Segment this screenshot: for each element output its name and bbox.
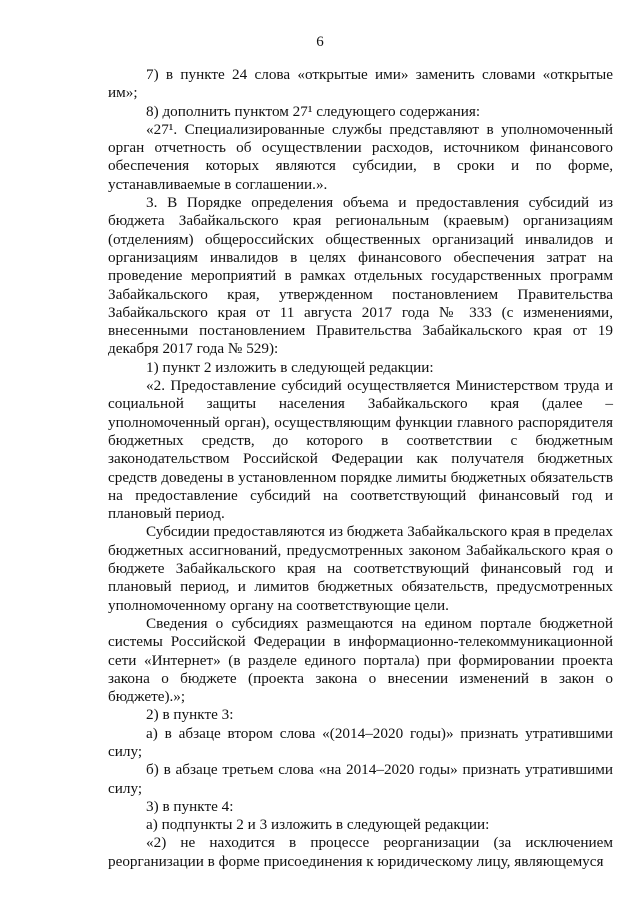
paragraph-section-3: 3. В Порядке определения объема и предоставления субсидий из бюджета Забайкальского края региональным (краевым) организациям (отделениям) общероссийских общественных организаций инвалидов и организациям инвалидов в целях финансового обеспечения затрат на проведение мероприятий в рамках отдельных государственных программ Забайкальского края, утвержденном постановлением Правительства Забайкальского края от 11 августа 2017 года № 333 (с изменениями, внесенными постановлением Правительства Забайкальского края от 19 декабря 2017 года № 529):: [108, 194, 613, 358]
paragraph-subsidies-info: Сведения о субсидиях размещаются на едином портале бюджетной системы Российской Федерации в информационно-телекоммуникационной сети «Интернет» (в разделе единого портала) при формировании проекта закона о бюджете (проекта закона о внесении изменений в закон о бюджете).»;: [108, 614, 613, 706]
paragraph-clause-2: «2. Предоставление субсидий осуществляется Министерством труда и социальной защиты населения Забайкальского края (далее – уполномоченный орган), осуществляющим функции главного распорядителя бюджетных средств, до которого в соответствии с бюджетным законодательством Российской Федерации как получателя бюджетных средств доведены в установленном порядке лимиты бюджетных обязательств на предоставление субсидий на соответствующий финансовый год и плановый период.: [108, 377, 613, 523]
paragraph-subsidies-limits: Субсидии предоставляются из бюджета Забайкальского края в пределах бюджетных ассигнований, предусмотренных законом Забайкальского края о бюджете Забайкальского края на соответствующий финансовый год и плановый период, и лимитов бюджетных обязательств, предусмотренных уполномоченному органу на соответствующие цели.: [108, 523, 613, 614]
paragraph-subitem-2b: б) в абзаце третьем слова «на 2014–2020 годы» признать утратившими силу;: [108, 761, 613, 797]
paragraph-clause-2-reorg: «2) не находится в процессе реорганизации (за исключением реорганизации в форме присоединения к юридическому лицу, являющемуся: [108, 834, 613, 870]
paragraph-item-7: 7) в пункте 24 слова «открытые ими» заменить словами «открытые им»;: [108, 66, 613, 102]
paragraph-item-8: 8) дополнить пунктом 27¹ следующего содержания:: [146, 102, 481, 120]
paragraph-clause-27-1: «27¹. Специализированные службы представляют в уполномоченный орган отчетность об осуществлении расходов, источником финансового обеспечения которых являются субсидии, в сроки и по форме, устанавливаемые в соглашении.».: [108, 120, 613, 193]
paragraph-subitem-3a: а) подпункты 2 и 3 изложить в следующей редакции:: [146, 816, 490, 834]
paragraph-subitem-2a: а) в абзаце втором слова «(2014–2020 годы)» признать утратившими силу;: [108, 724, 613, 760]
paragraph-subitem-1: 1) пункт 2 изложить в следующей редакции:: [146, 358, 434, 376]
paragraph-subitem-2: 2) в пункте 3:: [146, 706, 234, 724]
paragraph-subitem-3: 3) в пункте 4:: [146, 797, 234, 815]
page-number: 6: [316, 34, 324, 50]
document-body: [108, 66, 613, 871]
